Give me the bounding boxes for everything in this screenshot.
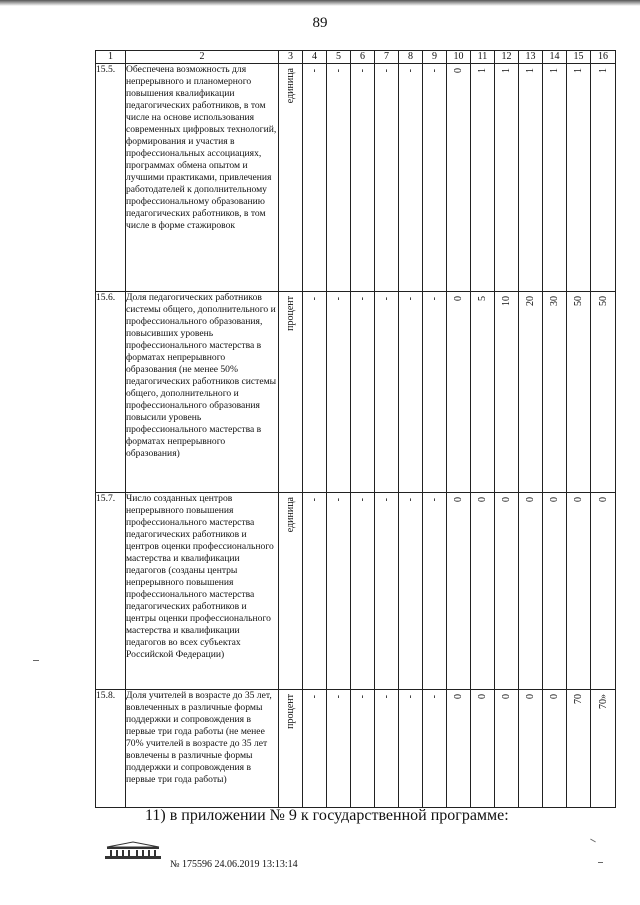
row-value: 0	[549, 497, 560, 502]
document-id: № 175596 24.06.2019 13:13:14	[170, 859, 298, 870]
value-cell	[423, 64, 447, 292]
value-cell	[591, 64, 616, 292]
value-cell	[375, 292, 399, 493]
row-value: -	[309, 68, 320, 72]
value-cell	[591, 292, 616, 493]
value-cell	[471, 64, 495, 292]
row-value: 0	[525, 497, 536, 502]
row-value: 30	[549, 296, 560, 306]
row-value: 1	[501, 68, 512, 73]
value-cell	[423, 690, 447, 808]
row-value: 1	[525, 68, 536, 73]
value-cell	[447, 690, 471, 808]
row-value: 0	[477, 694, 488, 699]
row-unit-cell	[279, 493, 303, 690]
row-value: 50	[597, 296, 609, 306]
value-cell	[471, 493, 495, 690]
row-number: 15.6.	[96, 292, 126, 493]
value-cell	[471, 690, 495, 808]
row-value: -	[405, 694, 416, 698]
row-number: 15.7.	[96, 493, 126, 690]
row-unit-cell	[279, 690, 303, 808]
value-cell	[495, 64, 519, 292]
column-number: 12	[495, 51, 519, 64]
value-cell	[303, 292, 327, 493]
value-cell	[519, 690, 543, 808]
row-description: Число созданных центров непрерывного повышения профессионального мастерства педагогических работников и центров оценки профессионального мастерства и квалификации педагогов (созданы центры непрерывного повышения профессионального мастерства педагогических работников и центры оценки профессионального мастерства и квалификации педагогов во всех субъектах Российской Федерации)	[126, 493, 279, 690]
row-value: 5	[477, 296, 488, 301]
column-number: 10	[447, 51, 471, 64]
value-cell	[399, 493, 423, 690]
value-cell	[543, 690, 567, 808]
row-value: 0	[453, 694, 464, 699]
scan-artifact	[33, 660, 39, 661]
value-cell	[447, 493, 471, 690]
value-cell	[567, 292, 591, 493]
row-description: Доля педагогических работников системы общего, дополнительного и профессионального образования, повысивших уровень профессионального мастерства в форматах непрерывного образования (не менее 50% педагогических работников системы общего, дополнительного и профессионального образования повысили уровень профессионального мастерства в форматах непрерывного образования)	[126, 292, 279, 493]
value-cell	[543, 64, 567, 292]
value-cell	[591, 690, 616, 808]
value-cell	[399, 292, 423, 493]
row-value: 70	[573, 694, 584, 704]
row-description: Доля учителей в возрасте до 35 лет, вовлеченных в различные формы поддержки и сопровождения в первые три года работы (не менее 70% учителей в возрасте до 35 лет вовлечены в различные формы поддержки и сопровождения в первые три года работы)	[126, 690, 279, 808]
value-cell	[327, 64, 351, 292]
scan-artifact	[598, 862, 603, 863]
row-value: -	[429, 497, 440, 501]
row-value: -	[381, 497, 392, 501]
value-cell	[447, 292, 471, 493]
row-value: 0	[453, 497, 464, 502]
row-value: 0	[525, 694, 536, 699]
column-number: 13	[519, 51, 543, 64]
row-value: 0	[501, 497, 512, 502]
value-cell	[423, 493, 447, 690]
row-value: 70»	[597, 694, 609, 709]
table-row	[96, 690, 616, 808]
value-cell	[375, 690, 399, 808]
scan-top-edge	[0, 0, 640, 6]
row-value: 0	[477, 497, 488, 502]
row-value: -	[405, 296, 416, 300]
value-cell	[591, 493, 616, 690]
column-number: 9	[423, 51, 447, 64]
value-cell	[519, 64, 543, 292]
value-cell	[303, 64, 327, 292]
row-unit: единица	[285, 68, 296, 104]
column-number: 11	[471, 51, 495, 64]
scan-artifact	[590, 839, 596, 843]
value-cell	[543, 292, 567, 493]
row-unit: процент	[285, 296, 296, 331]
value-cell	[423, 292, 447, 493]
row-unit: процент	[285, 694, 296, 729]
indicators-table	[95, 50, 616, 808]
value-cell	[375, 64, 399, 292]
row-value: 10	[501, 296, 512, 306]
row-value: -	[381, 296, 392, 300]
value-cell	[351, 690, 375, 808]
column-number: 5	[327, 51, 351, 64]
table-row	[96, 493, 616, 690]
row-value: 0	[549, 694, 560, 699]
row-value: -	[381, 68, 392, 72]
table-row	[96, 292, 616, 493]
government-emblem-icon	[103, 840, 163, 860]
value-cell	[327, 292, 351, 493]
row-value: -	[333, 296, 344, 300]
column-number: 7	[375, 51, 399, 64]
value-cell	[519, 493, 543, 690]
row-value: -	[309, 694, 320, 698]
row-value: -	[429, 694, 440, 698]
value-cell	[471, 292, 495, 493]
value-cell	[399, 690, 423, 808]
row-value: 1	[477, 68, 488, 73]
row-value: -	[357, 694, 368, 698]
row-unit-cell	[279, 64, 303, 292]
row-value: 50	[573, 296, 584, 306]
row-value: -	[357, 497, 368, 501]
value-cell	[327, 690, 351, 808]
row-value: -	[429, 68, 440, 72]
value-cell	[543, 493, 567, 690]
value-cell	[495, 493, 519, 690]
row-value: -	[309, 296, 320, 300]
row-value: 20	[525, 296, 536, 306]
value-cell	[303, 690, 327, 808]
row-value: -	[381, 694, 392, 698]
row-value: 1	[573, 68, 584, 73]
value-cell	[399, 64, 423, 292]
value-cell	[495, 690, 519, 808]
row-value: 0	[453, 296, 464, 301]
row-value: 0	[453, 68, 464, 73]
row-description: Обеспечена возможность для непрерывного и планомерного повышения квалификации педагогических работников, в том числе на основе использования современных цифровых технологий, формирования и участия в профессиональных ассоциациях, программах обмена опытом и лучшими практиками, привлечения работодателей к дополнительному профессиональному образованию педагогических работников, в том числе в форме стажировок	[126, 64, 279, 292]
row-value: 1	[549, 68, 560, 73]
page-number: 89	[312, 15, 328, 31]
row-unit: единица	[285, 497, 296, 533]
row-value: 1	[597, 68, 609, 73]
row-value: -	[405, 497, 416, 501]
column-number: 2	[126, 51, 279, 64]
row-value: -	[405, 68, 416, 72]
column-number: 16	[591, 51, 616, 64]
row-value: -	[333, 694, 344, 698]
column-number: 15	[567, 51, 591, 64]
column-number: 6	[351, 51, 375, 64]
column-number: 4	[303, 51, 327, 64]
value-cell	[567, 690, 591, 808]
column-number: 8	[399, 51, 423, 64]
value-cell	[495, 292, 519, 493]
value-cell	[351, 493, 375, 690]
value-cell	[567, 64, 591, 292]
row-value: 0	[573, 497, 584, 502]
value-cell	[567, 493, 591, 690]
row-value: -	[357, 68, 368, 72]
row-number: 15.8.	[96, 690, 126, 808]
value-cell	[447, 64, 471, 292]
column-number: 14	[543, 51, 567, 64]
row-unit-cell	[279, 292, 303, 493]
row-value: 0	[501, 694, 512, 699]
row-value: -	[333, 68, 344, 72]
row-value: -	[309, 497, 320, 501]
value-cell	[327, 493, 351, 690]
table-row	[96, 64, 616, 292]
value-cell	[519, 292, 543, 493]
row-number: 15.5.	[96, 64, 126, 292]
row-value: -	[357, 296, 368, 300]
row-value: 0	[597, 497, 609, 502]
column-number: 1	[96, 51, 126, 64]
value-cell	[303, 493, 327, 690]
value-cell	[375, 493, 399, 690]
row-value: -	[429, 296, 440, 300]
value-cell	[351, 64, 375, 292]
column-number: 3	[279, 51, 303, 64]
row-value: -	[333, 497, 344, 501]
value-cell	[351, 292, 375, 493]
column-number-row	[96, 51, 616, 64]
amendment-text: 11) в приложении № 9 к государственной программе:	[145, 807, 509, 824]
